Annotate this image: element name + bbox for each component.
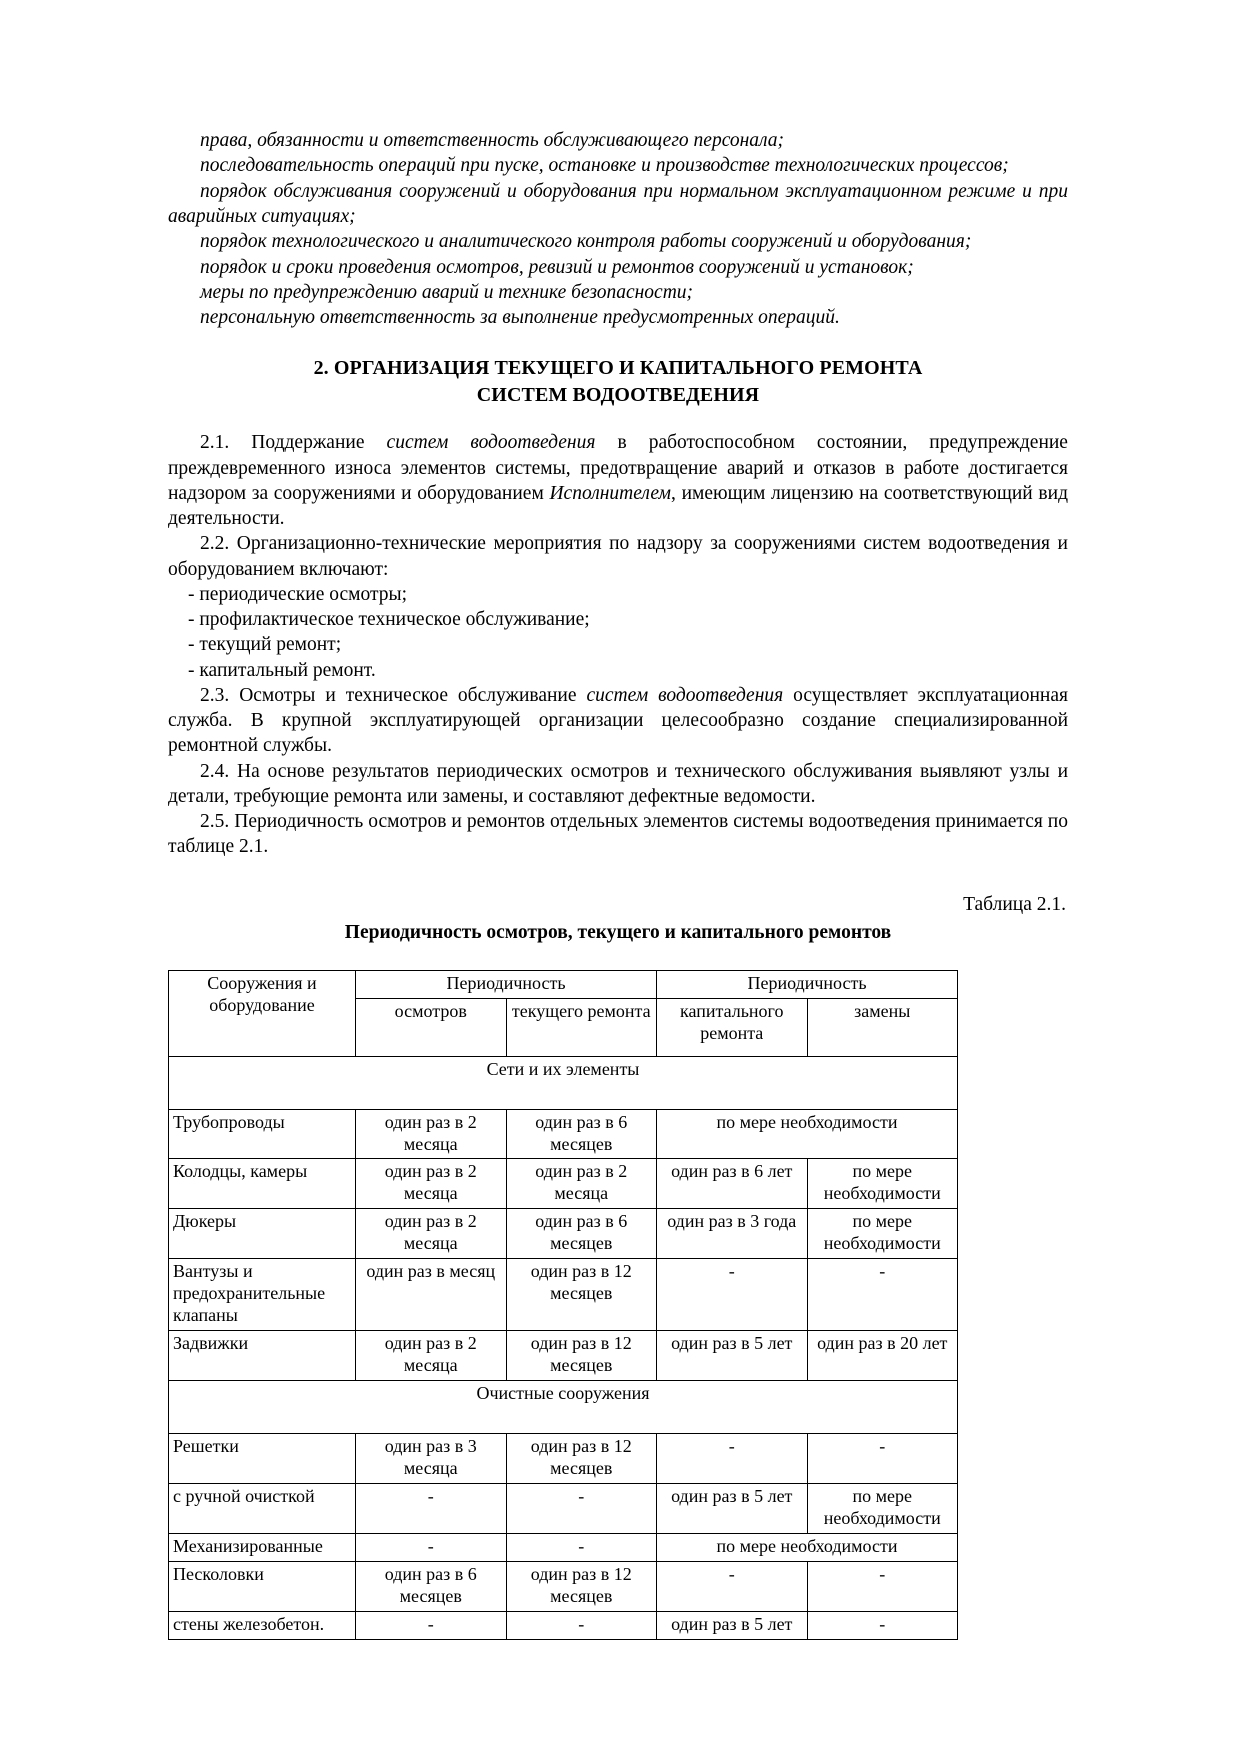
group-label-treatment: Очистные сооружения — [169, 1381, 958, 1434]
row-inspections: один раз в 2 месяца — [356, 1109, 507, 1159]
row-inspections: один раз в 2 месяца — [356, 1209, 507, 1259]
row-current-repair: - — [506, 1483, 657, 1533]
bullet-item-1: - периодические осмотры; — [188, 583, 407, 605]
row-replacement: по мере необходимости — [807, 1483, 958, 1533]
row-replacement: по мере необходимости — [807, 1159, 958, 1209]
table-row — [169, 1561, 958, 1611]
row-merged-tail: по мере необходимости — [657, 1533, 958, 1561]
row-capital-repair: один раз в 5 лет — [657, 1611, 808, 1639]
intro-item: порядок технологического и аналитического контроля работы сооружений и оборудования; — [200, 231, 972, 253]
table-row — [169, 1483, 958, 1533]
row-replacement: один раз в 20 лет — [807, 1331, 958, 1381]
table-header-row-1 — [169, 970, 958, 998]
table-row — [169, 1331, 958, 1381]
table-title: Периодичность осмотров, текущего и капитального ремонтов — [344, 921, 892, 943]
row-current-repair: один раз в 12 месяцев — [506, 1434, 657, 1484]
row-name: стены железобетон. — [169, 1611, 356, 1639]
header-cell-periodicity-1: Периодичность — [356, 970, 657, 998]
row-inspections: один раз в месяц — [356, 1259, 507, 1331]
header-cell-capital-repair: капитального ремонта — [657, 998, 808, 1056]
section-heading — [168, 355, 1068, 409]
table-row — [169, 1434, 958, 1484]
header-cell-current-repair: текущего ремонта — [506, 998, 657, 1056]
paragraph-2-3 — [168, 683, 1068, 759]
intro-list — [168, 128, 1068, 331]
row-name: с ручной очисткой — [169, 1483, 356, 1533]
p21-part-c: , имеющим лицензию на соответствующий вид деятельности. — [168, 482, 1068, 530]
paragraph-2-4: 2.4. На основе результатов периодических осмотров и технического обслуживания выявляют узлы и детали, требующие ремонта или замены, и составляют дефектные ведомости. — [168, 760, 1068, 807]
row-inspections: один раз в 2 месяца — [356, 1159, 507, 1209]
header-cell-periodicity-2: Периодичность — [657, 970, 958, 998]
bullet-item-3: - текущий ремонт; — [188, 634, 342, 656]
row-name: Решетки — [169, 1434, 356, 1484]
intro-item: меры по предупреждению аварий и технике безопасности; — [200, 282, 694, 304]
row-capital-repair: - — [657, 1561, 808, 1611]
row-name: Песколовки — [169, 1561, 356, 1611]
row-inspections: один раз в 2 месяца — [356, 1331, 507, 1381]
row-current-repair: один раз в 6 месяцев — [506, 1109, 657, 1159]
p23-part-b: осуществляет эксплуатационная служба. В крупной эксплуатирующей организации целесообразно создание специализированной ремонтной службы. — [168, 684, 1068, 757]
bullet-item-4: - капитальный ремонт. — [188, 659, 376, 681]
row-capital-repair: один раз в 5 лет — [657, 1331, 808, 1381]
bullet-item-2: - профилактическое техническое обслуживание; — [188, 609, 590, 631]
row-capital-repair: один раз в 6 лет — [657, 1159, 808, 1209]
intro-item: персональную ответственность за выполнение предусмотренных операций. — [200, 307, 840, 329]
row-current-repair: один раз в 6 месяцев — [506, 1209, 657, 1259]
row-capital-repair: один раз в 3 года — [657, 1209, 808, 1259]
row-inspections: один раз в 6 месяцев — [356, 1561, 507, 1611]
p23-part-a: 2.3. Осмотры и техническое обслуживание — [200, 684, 587, 706]
row-replacement: - — [807, 1434, 958, 1484]
row-name: Вантузы и предохранительные клапаны — [169, 1259, 356, 1331]
paragraph-2-1 — [168, 430, 1068, 531]
intro-item: порядок обслуживания сооружений и оборудования при нормальном эксплуатационном режиме и при аварийных ситуациях; — [168, 180, 1068, 228]
header-cell-replacement: замены — [807, 998, 958, 1056]
row-replacement: - — [807, 1561, 958, 1611]
table-row — [169, 1533, 958, 1561]
row-current-repair: один раз в 2 месяца — [506, 1159, 657, 1209]
table-row — [169, 1611, 958, 1639]
paragraph-2-2: 2.2. Организационно-технические мероприятия по надзору за сооружениями систем водоотведения и оборудованием включают: — [168, 533, 1068, 580]
row-inspections: - — [356, 1611, 507, 1639]
row-name: Колодцы, камеры — [169, 1159, 356, 1209]
row-name: Механизированные — [169, 1533, 356, 1561]
intro-item: порядок и сроки проведения осмотров, ревизий и ремонтов сооружений и установок; — [200, 256, 914, 278]
p21-italic-2: Исполнителем — [549, 482, 672, 504]
row-inspections: - — [356, 1533, 507, 1561]
row-capital-repair: один раз в 5 лет — [657, 1483, 808, 1533]
row-merged-tail: по мере необходимости — [657, 1109, 958, 1159]
row-name: Трубопроводы — [169, 1109, 356, 1159]
p21-part-b: в работоспособном состоянии, предупреждение преждевременного износа элементов системы, предотвращение аварий и отказов в работе достигается надзором за сооружениями и оборудованием — [168, 432, 1068, 504]
paragraph-2-5: 2.5. Периодичность осмотров и ремонтов отдельных элементов системы водоотведения принимается по таблице 2.1. — [168, 811, 1068, 858]
table-row — [169, 1209, 958, 1259]
row-current-repair: один раз в 12 месяцев — [506, 1561, 657, 1611]
body-text — [168, 430, 1068, 859]
table-row — [169, 1259, 958, 1331]
row-replacement: - — [807, 1259, 958, 1331]
intro-item: последовательность операций при пуске, остановке и производстве технологических процессов; — [200, 155, 1009, 177]
p23-italic-1: систем водоотведения — [586, 684, 784, 706]
periodicity-table — [168, 970, 958, 1640]
row-current-repair: один раз в 12 месяцев — [506, 1259, 657, 1331]
intro-item: права, обязанности и ответственность обслуживающего персонала; — [200, 130, 785, 151]
row-name: Дюкеры — [169, 1209, 356, 1259]
table-group-row — [169, 1056, 958, 1109]
row-replacement: - — [807, 1611, 958, 1639]
table-row — [169, 1159, 958, 1209]
group-label-networks: Сети и их элементы — [169, 1056, 958, 1109]
row-capital-repair: - — [657, 1434, 808, 1484]
section-heading-line-2: СИСТЕМ ВОДООТВЕДЕНИЯ — [476, 383, 760, 406]
row-inspections: один раз в 3 месяца — [356, 1434, 507, 1484]
section-heading-line-1: 2. ОРГАНИЗАЦИЯ ТЕКУЩЕГО И КАПИТАЛЬНОГО РЕМОНТА — [313, 356, 923, 379]
header-cell-equipment: Сооружения и оборудование — [169, 970, 356, 1056]
row-current-repair: - — [506, 1533, 657, 1561]
row-current-repair: один раз в 12 месяцев — [506, 1331, 657, 1381]
row-inspections: - — [356, 1483, 507, 1533]
row-capital-repair: - — [657, 1259, 808, 1331]
row-current-repair: - — [506, 1611, 657, 1639]
table-number: Таблица 2.1. — [963, 893, 1066, 915]
header-cell-inspections: осмотров — [356, 998, 507, 1056]
row-replacement: по мере необходимости — [807, 1209, 958, 1259]
p21-part-a: 2.1. Поддержание — [200, 432, 387, 454]
table-row — [169, 1109, 958, 1159]
page-content — [168, 128, 1068, 1640]
table-group-row — [169, 1381, 958, 1434]
p21-italic-1: систем водоотведения — [386, 432, 596, 454]
row-name: Задвижки — [169, 1331, 356, 1381]
